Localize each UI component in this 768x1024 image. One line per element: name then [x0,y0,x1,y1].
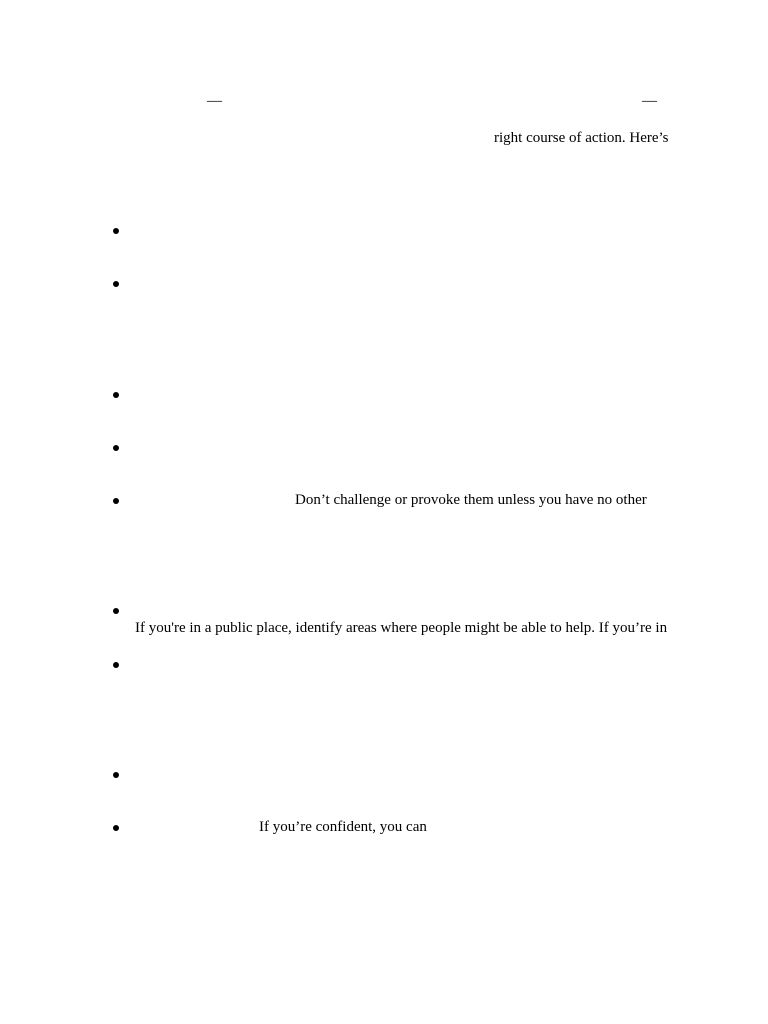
bullet-icon [113,825,119,831]
bullet-7-text: If you're in a public place, identify areas where people might be able to help. If you’re in [135,620,668,636]
bullet-icon [113,662,119,668]
bullet-icon [113,445,119,451]
bullet-icon [113,498,119,504]
bullet-icon [113,608,119,614]
bullet-icon [113,772,119,778]
bullet-icon [113,228,119,234]
intro-text-fragment: right course of action. Here’s [494,130,669,146]
em-dash-left: — [207,93,222,109]
em-dash-right: — [642,93,657,109]
bullet-icon [113,392,119,398]
bullet-5-text: Don’t challenge or provoke them unless you have no other [295,492,647,508]
bullet-icon [113,281,119,287]
bullet-10-text: If you’re confident, you can [259,819,427,835]
